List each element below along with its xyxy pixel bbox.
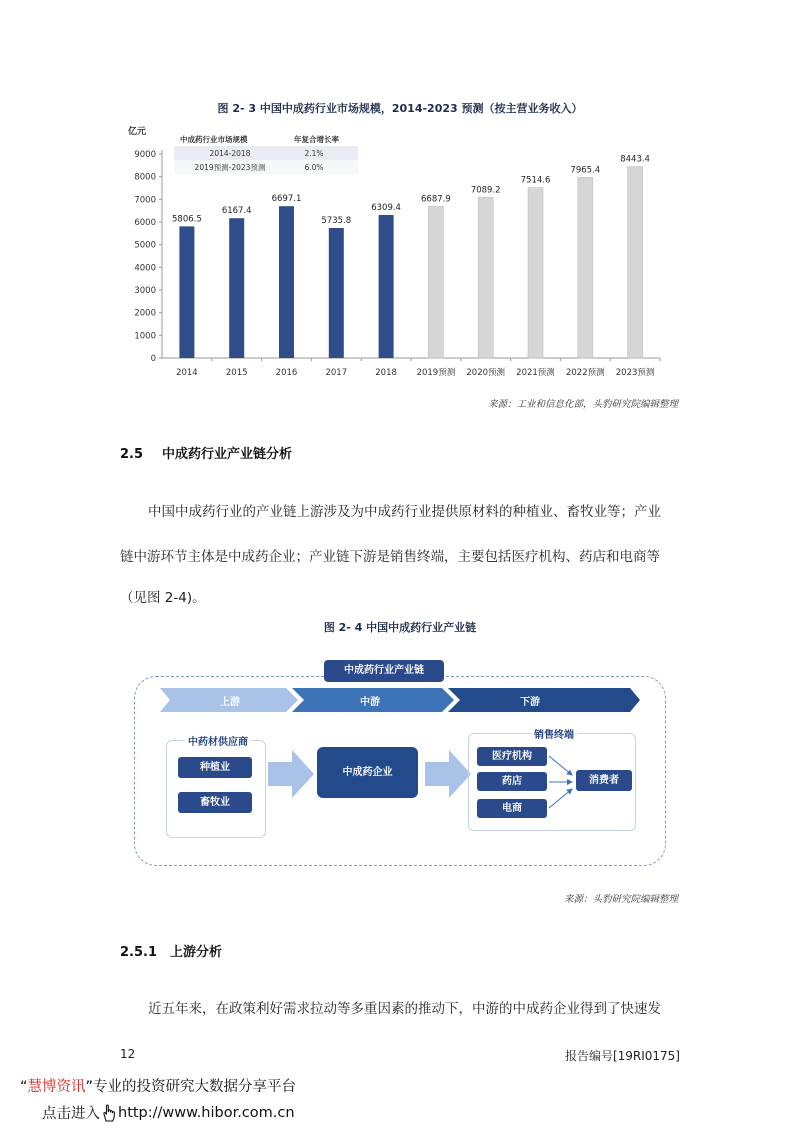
x-tick-label: 2020预测 — [466, 368, 506, 378]
section-title: 中成药行业产业链分析 — [162, 447, 293, 462]
x-tick-label: 2014 — [176, 368, 198, 378]
cagr-table — [174, 132, 358, 174]
paragraph-line: 近五年来，在政策利好需求拉动等多重因素的推动下，中游的中成药企业得到了快速发 — [148, 1001, 661, 1017]
y-tick-label: 9000 — [134, 150, 156, 160]
promo-slogan: 专业的投资研究大数据分享平台 — [93, 1079, 297, 1095]
bar — [179, 226, 194, 358]
page-number: 12 — [120, 1047, 136, 1061]
promo-enter-text: 点击进入 — [42, 1106, 100, 1122]
upstream-box-title: 中药材供应商 — [185, 733, 251, 748]
bar — [329, 228, 344, 358]
figure-source: 来源：工业和信息化部，头豹研究院编辑整理 — [487, 399, 678, 410]
y-tick-label: 7000 — [134, 195, 156, 206]
x-tick-label: 2022预测 — [565, 368, 605, 378]
stage-downstream: 下游 — [520, 697, 540, 708]
paragraph-line: （见图 2-4)。 — [120, 590, 206, 606]
promo-link-row — [42, 1102, 295, 1123]
y-tick-label: 3000 — [134, 286, 156, 296]
figure-title: 图 2- 3 中国中成药行业市场规模，2014-2023 预测（按主营业务收入） — [217, 102, 583, 115]
section-number: 2.5.1 — [120, 945, 158, 960]
bar-value-label: 8443.4 — [620, 154, 650, 165]
bar — [628, 167, 643, 358]
promo-url-link[interactable]: http://www.hibor.com.cn — [118, 1104, 295, 1121]
downstream-item-medical: 医疗机构 — [477, 747, 547, 766]
upstream-item-husbandry: 畜牧业 — [178, 792, 252, 813]
x-tick-label: 2021预测 — [516, 368, 555, 378]
report-number: 报告编号[19RI0175] — [564, 1049, 680, 1063]
bar — [478, 197, 493, 358]
section-title: 上游分析 — [170, 945, 223, 960]
bar — [379, 215, 394, 358]
promo-quote: “ — [20, 1079, 28, 1095]
y-tick-label: 5000 — [134, 240, 156, 251]
y-tick-label: 8000 — [134, 172, 156, 183]
figure-source: 来源：头豹研究院编辑整理 — [563, 894, 678, 905]
promo-quote: ” — [85, 1079, 94, 1095]
y-axis-unit: 亿元 — [128, 127, 147, 137]
downstream-item-ecommerce: 电商 — [477, 799, 547, 818]
downstream-box-title: 销售终端 — [531, 726, 577, 741]
hand-pointer-icon — [100, 1103, 118, 1123]
bar-value-label: 5806.5 — [172, 214, 202, 225]
x-tick-label: 2015 — [225, 368, 248, 378]
bar — [428, 206, 443, 358]
cagr-table-period: 2019预测-2023预测 — [194, 163, 266, 172]
bar-value-label: 6687.9 — [421, 194, 451, 205]
y-tick-label: 4000 — [134, 263, 156, 274]
y-tick-label: 2000 — [134, 308, 156, 319]
bar — [279, 206, 294, 358]
y-tick-label: 0 — [150, 354, 156, 364]
x-tick-label: 2017 — [325, 368, 348, 378]
promo-brand: 慧博资讯 — [27, 1079, 86, 1095]
x-tick-label: 2019预测 — [416, 368, 456, 378]
bar-value-label: 7089.2 — [470, 185, 501, 196]
cagr-table-header: 中成药行业市场规模 — [180, 135, 248, 144]
arrow-to-downstream — [425, 750, 473, 798]
midstream-enterprise: 中成药企业 — [317, 747, 418, 798]
x-tick-label: 2023预测 — [615, 368, 655, 378]
bar-value-label: 6167.4 — [221, 206, 252, 217]
bar-value-label: 7965.4 — [570, 165, 601, 176]
bar — [229, 218, 244, 358]
bar — [528, 188, 543, 358]
section-heading-2-5-1 — [120, 941, 222, 960]
y-tick-label: 1000 — [134, 331, 156, 342]
chain-label: 中成药行业产业链 — [324, 660, 444, 682]
cagr-table-rate: 2.1% — [304, 149, 324, 158]
promo-banner — [20, 1075, 296, 1096]
figure-title: 图 2- 4 中国中成药行业产业链 — [323, 621, 477, 634]
x-tick-label: 2016 — [275, 368, 298, 378]
x-tick-label: 2018 — [375, 368, 397, 378]
stage-midstream: 中游 — [360, 697, 380, 708]
consumer: 消费者 — [576, 770, 632, 791]
upstream-item-planting: 种植业 — [178, 757, 252, 778]
bar — [578, 177, 593, 358]
arrows-to-consumer — [548, 748, 578, 818]
y-tick-label: 6000 — [134, 218, 156, 228]
bar-value-label: 6697.1 — [271, 194, 302, 205]
paragraph-line: 链中游环节主体是中成药企业；产业链下游是销售终端，主要包括医疗机构、药店和电商等 — [120, 549, 660, 565]
section-number: 2.5 — [120, 447, 144, 462]
cagr-table-rate: 6.0% — [304, 163, 324, 172]
bar-value-label: 5735.8 — [321, 215, 352, 226]
bar-value-label: 6309.4 — [371, 202, 401, 213]
section-heading-2-5 — [120, 443, 292, 462]
upstream-box — [166, 740, 266, 838]
arrow-to-midstream — [268, 750, 316, 798]
downstream-item-pharmacy: 药店 — [477, 772, 547, 791]
cagr-table-row-bg — [174, 146, 358, 160]
bar-value-label: 7514.6 — [520, 175, 551, 186]
paragraph-line: 中国中成药行业的产业链上游涉及为中成药行业提供原材料的种植业、畜牧业等；产业 — [148, 504, 661, 520]
market-size-bar-chart — [120, 118, 690, 388]
stage-upstream: 上游 — [220, 697, 240, 708]
cagr-table-period: 2014-2018 — [209, 149, 251, 158]
cagr-table-header: 年复合增长率 — [294, 135, 339, 144]
